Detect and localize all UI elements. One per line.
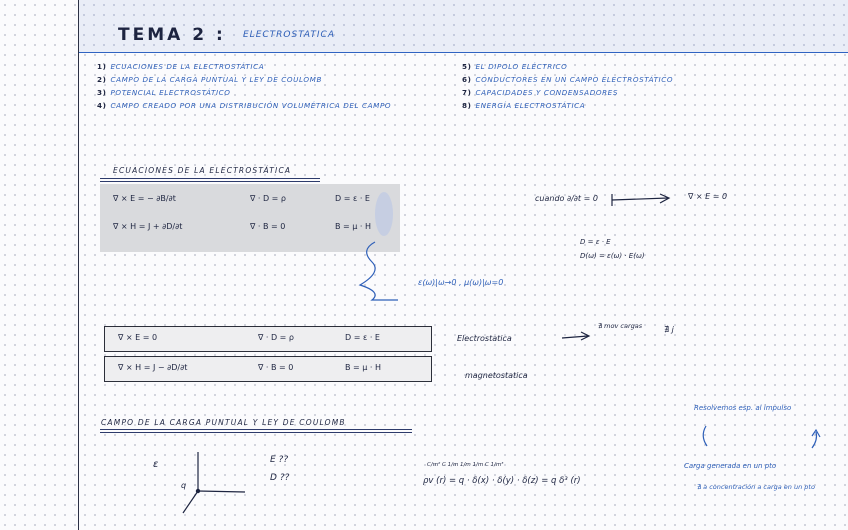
- static-curl-h: ∇ × H = J − ∂D/∂t: [118, 363, 188, 372]
- maxwell-gauss-b: ∇ · B = 0: [250, 222, 286, 231]
- toc-item-2: 2) CAMPO DE LA CARGA PUNTUAL Y LEY DE COULOMB: [97, 75, 322, 84]
- d-unknown: D ??: [270, 473, 290, 483]
- static-div-d: ∇ · D = ρ: [258, 333, 295, 342]
- section-title-coulomb: CAMPO DE LA CARGA PUNTUAL Y LEY DE COULOMB: [101, 418, 346, 427]
- highlight-smudge: [375, 192, 393, 236]
- epsilon-medium-label: ε: [153, 459, 159, 470]
- static-d-eq: D = ε · E: [345, 333, 380, 342]
- static-curl-e: ∇ × E = 0: [118, 333, 158, 342]
- electro-arrow: [562, 336, 588, 338]
- maxwell-gauss-d: ∇ · D = ρ: [250, 194, 287, 203]
- toc-item-5: 5) EL DIPOLO ELÉCTRICO: [462, 62, 568, 71]
- toc-item-3: 3) POTENCIAL ELECTROSTÁTICO: [97, 88, 231, 97]
- electrostatica-label: Electrostatica: [457, 334, 512, 343]
- note-carga-generada: Carga generada en un pto: [684, 462, 777, 470]
- no-current: ∄ j: [664, 325, 674, 334]
- toc-item-6: 6) CONDUCTORES EN UN CAMPO ELECTROSTÁTICO: [462, 75, 674, 84]
- toc-item-8: 8) ENERGÍA ELECTROSTÁTICA: [462, 101, 586, 110]
- toc-item-1: 1) ECUACIONES DE LA ELECTROSTÁTICA: [97, 62, 265, 71]
- static-div-b: ∇ · B = 0: [258, 363, 294, 372]
- section-title-ecuaciones: ECUACIONES DE LA ELECTROSTÁTICA: [113, 166, 292, 175]
- constitutive-b: B = μ · H: [335, 222, 372, 231]
- static-b-eq: B = μ · H: [345, 363, 382, 372]
- blue-brace: [360, 242, 398, 300]
- e-unknown: E ??: [270, 455, 289, 465]
- charge-q-label: q: [181, 481, 187, 490]
- point-charge-dot: [196, 489, 200, 493]
- toc-item-7: 7) CAPACIDADES Y CONDENSADORES: [462, 88, 618, 97]
- cuando-condition: cuando ∂/∂t = 0: [535, 194, 598, 203]
- axis-x: [198, 491, 245, 492]
- d-omega-equation: D(ω) = ε(ω) · E(ω): [580, 252, 645, 260]
- eps-mu-limits: ε(ω)|ω→0 , μ(ω)|ω=0: [418, 278, 504, 287]
- magnetostatica-label: magnetostatica: [465, 371, 528, 380]
- note-resolvemos: Resolvemos esp. al impulso: [694, 404, 792, 412]
- maxwell-ampere: ∇ × H = J + ∂D/∂t: [113, 222, 183, 231]
- rho-point-charge-formula: ρv (r) = q · δ(x) · δ(y) · δ(z) = q δ³ (r): [423, 476, 581, 486]
- mapsto-arrow: [612, 198, 668, 200]
- axis-y: [183, 491, 198, 513]
- maxwell-faraday: ∇ × E = − ∂B/∂t: [113, 194, 176, 203]
- units-row: C/m² C 1/m 1/m 1/m C 1/m³: [427, 462, 504, 468]
- toc-item-4: 4) CAMPO CREADO POR UNA DISTRIBUCIÓN VOLUMÉTRICA DEL CAMPO: [97, 101, 392, 110]
- no-moving-charges: ∄ mov cargas: [598, 322, 643, 330]
- curl-e-zero: ∇ × E = 0: [688, 192, 728, 201]
- blue-arrow-left: [703, 426, 707, 446]
- d-equation: D = ε · E: [580, 238, 611, 246]
- note-concentracion: ∄ a concentración a carga en un pto: [697, 483, 815, 491]
- page-subtitle: ELECTROSTATICA: [243, 30, 335, 40]
- page-title: TEMA 2 :: [118, 25, 226, 45]
- constitutive-d: D = ε · E: [335, 194, 370, 203]
